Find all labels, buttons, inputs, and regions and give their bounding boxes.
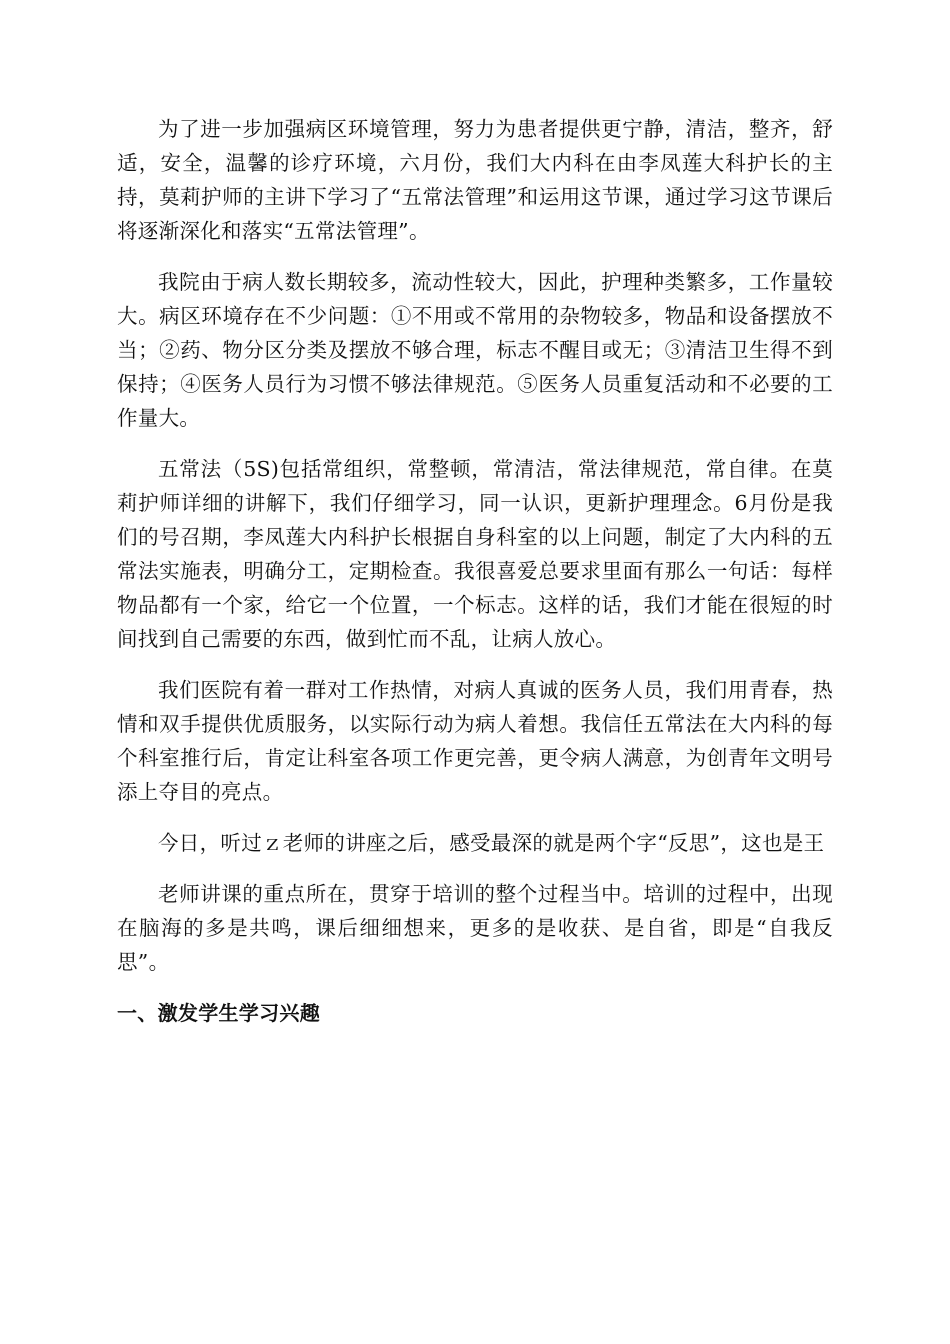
paragraph-6: 老师讲课的重点所在，贯穿于培训的整个过程当中。培训的过程中，出现在脑海的多是共鸣，课后细细想来，更多的是收获、是自省，即是“自我反思”。 xyxy=(117,882,833,974)
paragraph-1: 为了进一步加强病区环境管理，努力为患者提供更宁静，清洁，整齐，舒适，安全，温馨的诊疗环境，六月份，我们大内科在由李凤莲大科护长的主持，莫莉护师的主讲下学习了“五常法管理”和运用这节课，通过学习这节课后将逐渐深化和落实“五常法管理”。 xyxy=(117,117,833,243)
paragraph-2: 我院由于病人数长期较多，流动性较大，因此，护理种类繁多，工作量较大。病区环境存在不少问题：①不用或不常用的杂物较多，物品和设备摆放不当；②药、物分区分类及摆放不够合理，标志不醒目或无；③清洁卫生得不到保持；④医务人员行为习惯不够法律规范。⑤医务人员重复活动和不必要的工作量大。 xyxy=(117,270,833,430)
paragraph-4: 我们医院有着一群对工作热情，对病人真诚的医务人员，我们用青春，热情和双手提供优质服务，以实际行动为病人着想。我信任五常法在大内科的每个科室推行后，肯定让科室各项工作更完善，更令病人满意，为创青年文明号添上夺目的亮点。 xyxy=(117,678,833,804)
section-heading: 一、激发学生学习兴趣 xyxy=(117,1001,320,1025)
paragraph-3: 五常法（5S)包括常组织，常整顿，常清洁，常法律规范，常自律。在莫莉护师详细的讲解下，我们仔细学习，同一认识，更新护理理念。6月份是我们的号召期，李凤莲大内科护长根据自身科室的以上问题，制定了大内科的五常法实施表，明确分工，定期检查。我很喜爱总要求里面有那么一句话：每样物品都有一个家，给它一个位置，一个标志。这样的话，我们才能在很短的时间找到自己需要的东西，做到忙而不乱，让病人放心。 xyxy=(117,457,833,651)
document-body xyxy=(117,112,833,1030)
paragraph-5: 今日，听过ｚ老师的讲座之后，感受最深的就是两个字“反思”，这也是王 xyxy=(158,831,825,855)
